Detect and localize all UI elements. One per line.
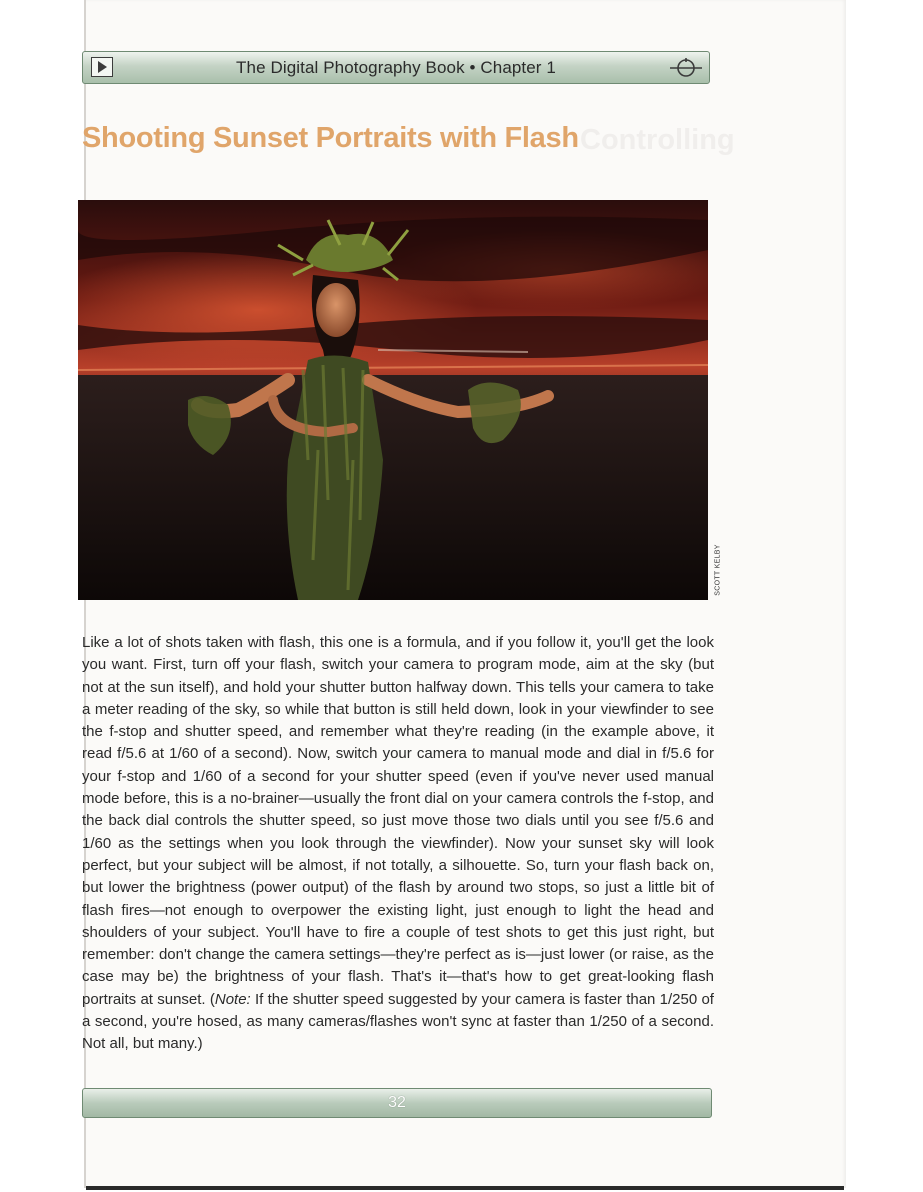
chapter-header-title: The Digital Photography Book • Chapter 1: [236, 58, 556, 77]
photo-credit-text: SCOTT KELBY: [714, 544, 722, 596]
crosshair-icon: [669, 56, 703, 80]
photo-illustration: [78, 200, 708, 600]
page-edge: [86, 1186, 844, 1190]
sunset-portrait-photo: [78, 200, 708, 600]
page-number: 32: [388, 1094, 406, 1111]
footer-bar: [82, 1088, 712, 1118]
show-through-heading: Controlling: [580, 124, 735, 156]
body-text-main: Like a lot of shots taken with flash, this one is a formula, and if you follow it, you'll get the look you want. First, turn off your flash, switch your camera to program mode, aim at the sky (but not at the sun itself), and hold your shutter button halfway down. This tells your camera to take a meter reading of the sky, so while that button is still held down, look in your viewfinder to see the f-stop and shutter speed, and remember what they're reading (in the example above, it read f/5.6 at 1/60 of a second). Now, switch your camera to manual mode and dial in f/5.6 for your f-stop and 1/60 of a second for your shutter speed (even if you've never used manual mode before, this is a no-brainer—usually the front dial on your camera controls the f-stop, and the back dial controls the shutter speed, so just move those two dials until you see f/5.6 and 1/60 as the settings when you look through the viewfinder). Now your sunset sky will look perfect, but your subject will be almost, if not totally, a silhouette. So, turn your flash back on, but lower the brightness (power output) of the flash by around two stops, so just a little bit of flash fires—not enough to overpower the existing light, just enough to light the head and shoulders of your subject. You'll have to fire a couple of test shots to get this just right, but remember: don't change the camera settings—they're perfect as is—just lower (or raise, as the case may be) the brightness of your flash. That's it—that's how to get great-looking flash portraits at sunset. (: [82, 634, 714, 1008]
page-title: Shooting Sunset Portraits with Flash: [82, 122, 579, 154]
photo-credit: [712, 540, 724, 600]
chapter-header-bar: [82, 51, 710, 84]
body-paragraph: [82, 632, 714, 1056]
note-text: If the shutter speed suggested by your camera is faster than 1/250 of a second, you're hosed, as many cameras/flashes won't sync at faster than 1/250 of a second. Not all, but many.): [82, 990, 714, 1053]
note-label: Note:: [214, 990, 251, 1008]
